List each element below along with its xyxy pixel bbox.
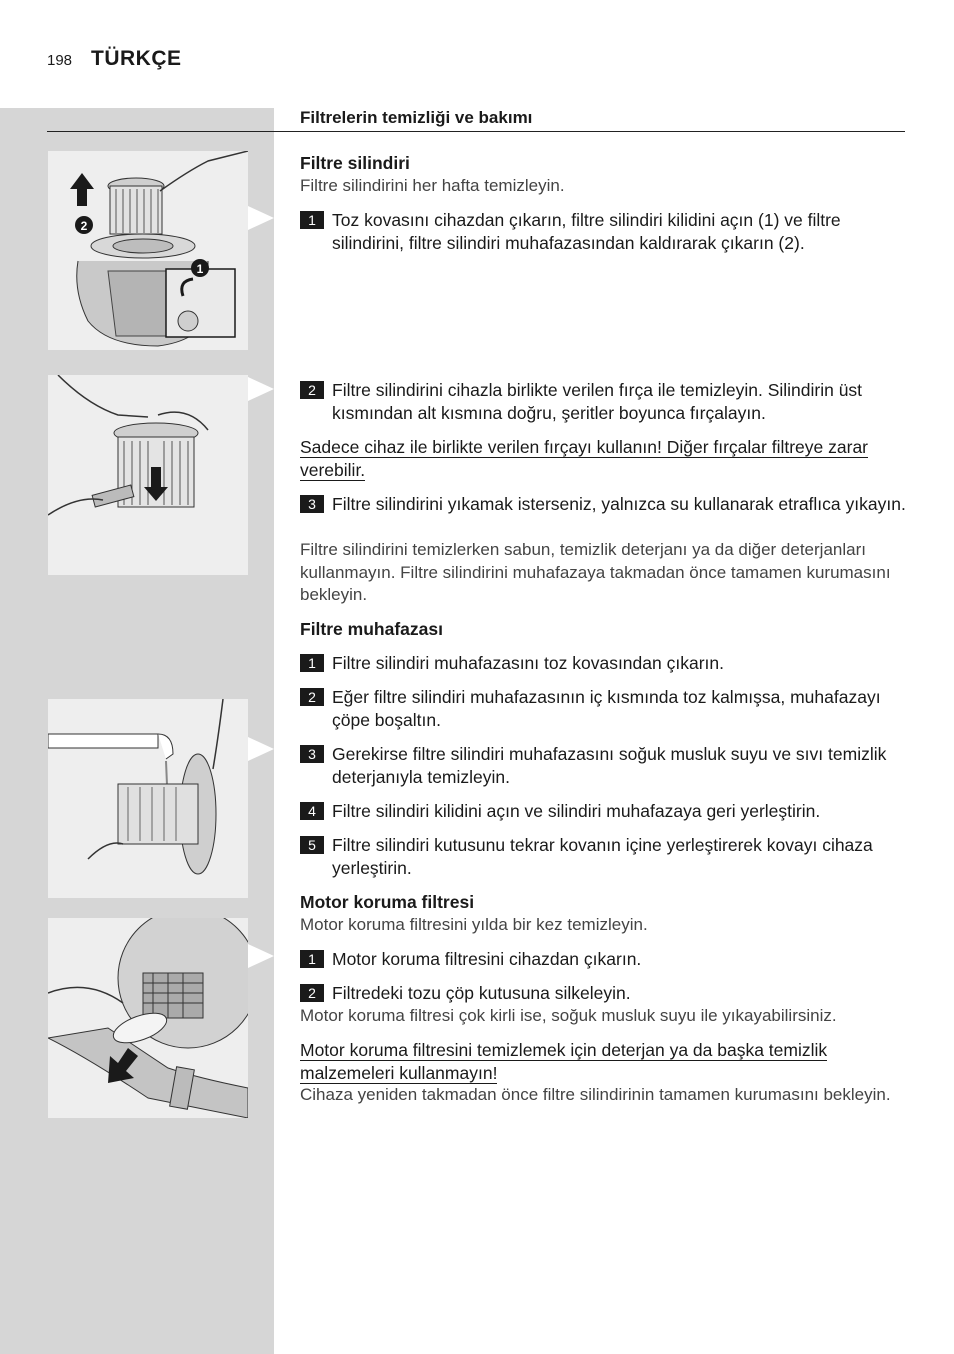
svg-text:1: 1 xyxy=(196,262,204,276)
warning-text: Sadece cihaz ile birlikte verilen fırçayı kullanın! Diğer fırçalar filtreye zarar verebilir. xyxy=(300,437,868,480)
arrow-up-icon xyxy=(70,173,94,206)
step-text: Filtre silindiri kilidini açın ve silindiri muhafazaya geri yerleştirin. xyxy=(332,801,821,821)
note-text: Cihaza yeniden takmadan önce filtre silindirinin tamamen kurumasını bekleyin. xyxy=(300,1085,891,1104)
step-text: Filtredeki tozu çöp kutusuna silkeleyin. xyxy=(332,983,631,1003)
figure-pointer xyxy=(248,944,274,968)
motor-filter-illustration xyxy=(48,918,248,1118)
note-text: Motor koruma filtresi çok kirli ise, soğuk musluk suyu ile yıkayabilirsiniz. xyxy=(300,1006,837,1025)
warning-text: Motor koruma filtresini temizlemek için deterjan ya da başka temizlik malzemeleri kullanmayın! xyxy=(300,1040,828,1083)
step-number: 1 xyxy=(300,950,324,968)
language-heading: TÜRKÇE xyxy=(91,47,182,70)
brush-filter-illustration xyxy=(48,375,248,575)
step-item xyxy=(300,743,906,789)
step-number: 1 xyxy=(300,654,324,672)
subheading-filtre-muhafazasi: Filtre muhafazası xyxy=(300,619,443,639)
remove-filter-illustration xyxy=(48,151,248,350)
step-text: Filtre silindiri muhafazasını toz kovasından çıkarın. xyxy=(332,653,724,673)
step-number: 3 xyxy=(300,745,324,763)
note-text: Filtre silindirini temizlerken sabun, temizlik deterjanı ya da diğer deterjanları kullanmayın. Filtre silindirini muhafazaya takmadan önce tamamen kurumasını bekleyin. xyxy=(300,540,891,604)
step-number: 3 xyxy=(300,495,324,513)
step-number: 2 xyxy=(300,688,324,706)
step-text: Eğer filtre silindiri muhafazasının iç kısmında toz kalmışsa, muhafazayı çöpe boşaltın. xyxy=(332,687,881,730)
step-item xyxy=(300,834,906,880)
svg-text:2: 2 xyxy=(80,219,88,233)
step-text: Motor koruma filtresini cihazdan çıkarın. xyxy=(332,949,642,969)
figure-brush-filter xyxy=(48,375,248,575)
page-number: 198 xyxy=(47,52,73,69)
rinse-housing-illustration xyxy=(48,699,248,898)
figure-pointer xyxy=(248,377,274,401)
subheading-motor-koruma: Motor koruma filtresi xyxy=(300,892,475,912)
step-item xyxy=(300,800,906,823)
intro-text: Filtre silindirini her hafta temizleyin. xyxy=(300,176,565,195)
intro-text: Motor koruma filtresini yılda bir kez temizleyin. xyxy=(300,915,648,934)
step-number: 1 xyxy=(300,211,324,229)
section-rule xyxy=(47,131,905,132)
figure-remove-filter xyxy=(48,151,248,350)
figure-pointer xyxy=(248,206,274,230)
figure-rinse-housing xyxy=(48,699,248,898)
step-item xyxy=(300,379,906,425)
step-text: Gerekirse filtre silindiri muhafazasını soğuk musluk suyu ve sıvı temizlik deterjanıyla temizleyin. xyxy=(332,744,887,787)
step-number: 2 xyxy=(300,984,324,1002)
step-number: 5 xyxy=(300,836,324,854)
step-item xyxy=(300,493,906,516)
step-number: 2 xyxy=(300,381,324,399)
step-item xyxy=(300,982,906,1005)
figure-pointer xyxy=(248,737,274,761)
step-item xyxy=(300,652,906,675)
section-title: Filtrelerin temizliği ve bakımı xyxy=(300,108,533,127)
figure-motor-filter xyxy=(48,918,248,1118)
step-item xyxy=(300,686,906,732)
subheading-filtre-silindiri: Filtre silindiri xyxy=(300,153,410,173)
step-text: Filtre silindirini cihazla birlikte verilen fırça ile temizleyin. Silindirin üst kısmından alt kısmına doğru, şeritler boyunca fırçalayın. xyxy=(332,380,863,423)
step-text: Filtre silindirini yıkamak isterseniz, yalnızca su kullanarak etraflıca yıkayın. xyxy=(332,494,906,514)
step-text: Toz kovasını cihazdan çıkarın, filtre silindiri kilidini açın (1) ve filtre silindirini, filtre silindiri muhafazasından kaldırarak çıkarın (2). xyxy=(332,210,841,253)
step-item xyxy=(300,948,906,971)
step-number: 4 xyxy=(300,802,324,820)
step-text: Filtre silindiri kutusunu tekrar kovanın içine yerleştirerek kovayı cihaza yerleştirin. xyxy=(332,835,873,878)
step-item xyxy=(300,209,906,255)
